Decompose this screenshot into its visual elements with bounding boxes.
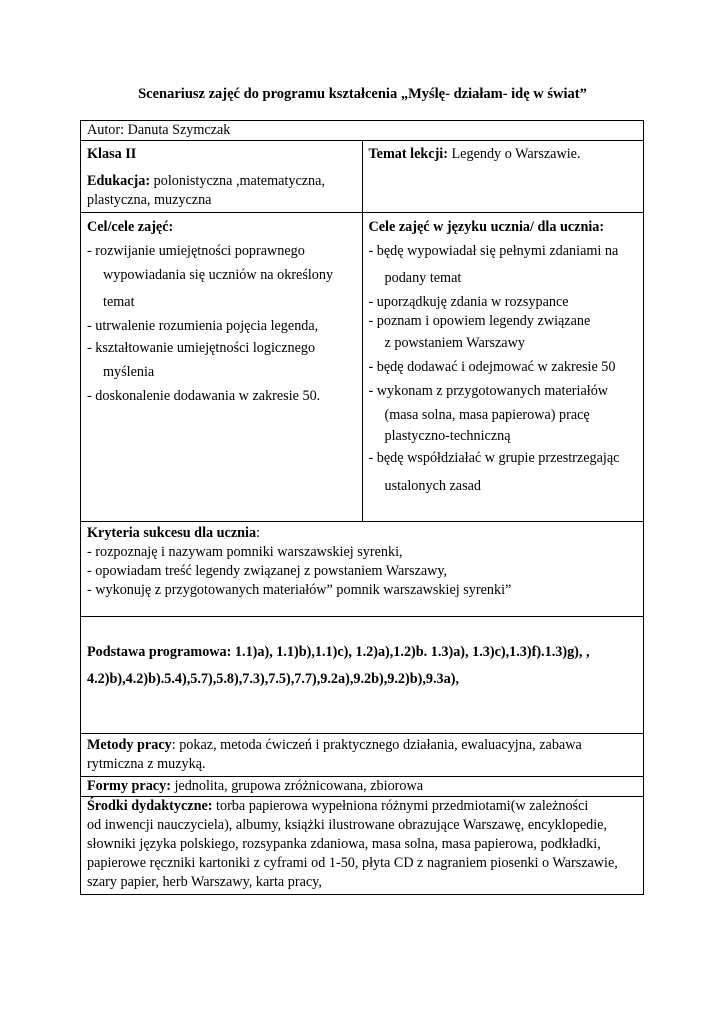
tools-line: od inwencji nauczyciela), albumy, książki ilustrowane obrazujące Warszawę, encyklopedie,: [87, 817, 608, 833]
student-goal-item: - wykonam z przygotowanych materiałów: [368, 383, 609, 399]
student-goal-item: ustalonych zasad: [384, 478, 482, 494]
curriculum-cell: [81, 617, 644, 734]
goal-item: wypowiadania się uczniów na określony: [103, 267, 334, 283]
tools-line: papierowe ręczniki kartoniki z cyframi od 1-50, płyta CD z nagraniem piosenki o Warszawie,: [87, 855, 618, 871]
student-goal-item: (masa solna, masa papierowa) pracę: [384, 407, 590, 423]
goals-label: Cel/cele zajęć:: [87, 219, 174, 235]
student-goal-item: z powstaniem Warszawy: [384, 335, 525, 351]
student-goal-item: - będę dodawać i odejmować w zakresie 50: [368, 359, 616, 375]
tools-label: Środki dydaktyczne:: [87, 798, 213, 814]
goal-item: - kształtowanie umiejętności logicznego: [87, 340, 316, 356]
goal-item: - utrwalenie rozumienia pojęcia legenda,: [87, 318, 319, 334]
tools-line: słowniki języka polskiego, rozsypanka zdaniowa, masa solna, masa papierowa, podkładki,: [87, 836, 601, 852]
topic-label: Temat lekcji:: [368, 146, 448, 162]
author: Autor: Danuta Szymczak: [87, 122, 231, 138]
goal-item: myślenia: [103, 364, 155, 380]
goal-item: temat: [103, 294, 135, 310]
student-goal-item: - będę wypowiadał się pełnymi zdaniami na: [368, 243, 619, 259]
forms-text: jednolita, grupowa zróżnicowana, zbiorowa: [170, 778, 424, 794]
curriculum-line-1: 1.1)a), 1.1)b),1.1)c), 1.2)a),1.2)b. 1.3)a), 1.3)c),1.3)f).1.3)g), ,: [231, 644, 590, 660]
tools-cell: [81, 797, 644, 895]
methods-text-2: rytmiczna z muzyką.: [87, 756, 206, 772]
tools-text: torba papierowa wypełniona różnymi przedmiotami(w zależności: [212, 798, 589, 814]
student-goal-item: - uporządkuję zdania w rozsypance: [368, 294, 569, 310]
student-goal-item: plastyczno-techniczną: [384, 428, 511, 444]
criteria-item: - wykonuję z przygotowanych materiałów” pomnik warszawskiej syrenki”: [87, 582, 512, 598]
methods-cell: [81, 734, 644, 777]
student-goal-item: - będę współdziałać w grupie przestrzegając: [368, 450, 620, 466]
criteria-colon: :: [256, 525, 261, 541]
criteria-item: - opowiadam treść legendy związanej z powstaniem Warszawy,: [87, 563, 448, 579]
student-goals-label: Cele zajęć w języku ucznia/ dla ucznia:: [368, 219, 605, 235]
forms-label: Formy pracy:: [87, 778, 171, 794]
methods-text: : pokaz, metoda ćwiczeń i praktycznego działania, ewaluacyjna, zabawa: [171, 737, 582, 753]
goals-cell: [81, 213, 363, 522]
criteria-cell: [81, 522, 644, 617]
topic-text: Legendy o Warszawie.: [447, 146, 581, 162]
tools-line: szary papier, herb Warszawy, karta pracy,: [87, 874, 322, 890]
class-label: Klasa II: [87, 146, 137, 162]
education-text-2: plastyczna, muzyczna: [87, 192, 212, 208]
criteria-item: - rozpoznaję i nazywam pomniki warszawskiej syrenki,: [87, 544, 403, 560]
goal-item: - rozwijanie umiejętności poprawnego: [87, 243, 305, 259]
student-goal-item: podany temat: [384, 270, 462, 286]
document-title: Scenariusz zajęć do programu kształcenia „Myślę- działam- idę w świat”: [138, 86, 587, 102]
student-goals-cell: [362, 213, 644, 522]
curriculum-line-2: 4.2)b),4.2)b).5.4),5.7),5.8),7.3),7.5),7.7),9.2a),9.2b),9.2)b),9.3a),: [87, 671, 459, 687]
author-cell: [81, 121, 644, 141]
education-label: Edukacja:: [87, 173, 151, 189]
education-text: polonistyczna ,matematyczna,: [150, 173, 325, 189]
lesson-table: [80, 120, 644, 895]
goal-item: - doskonalenie dodawania w zakresie 50.: [87, 388, 321, 404]
methods-label: Metody pracy: [87, 737, 172, 753]
forms-cell: [81, 777, 644, 797]
student-goal-item: - poznam i opowiem legendy związane: [368, 313, 591, 329]
criteria-label: Kryteria sukcesu dla ucznia: [87, 525, 257, 541]
curriculum-label: Podstawa programowa:: [87, 644, 232, 660]
class-cell: [81, 141, 363, 213]
topic-cell: [362, 141, 644, 213]
